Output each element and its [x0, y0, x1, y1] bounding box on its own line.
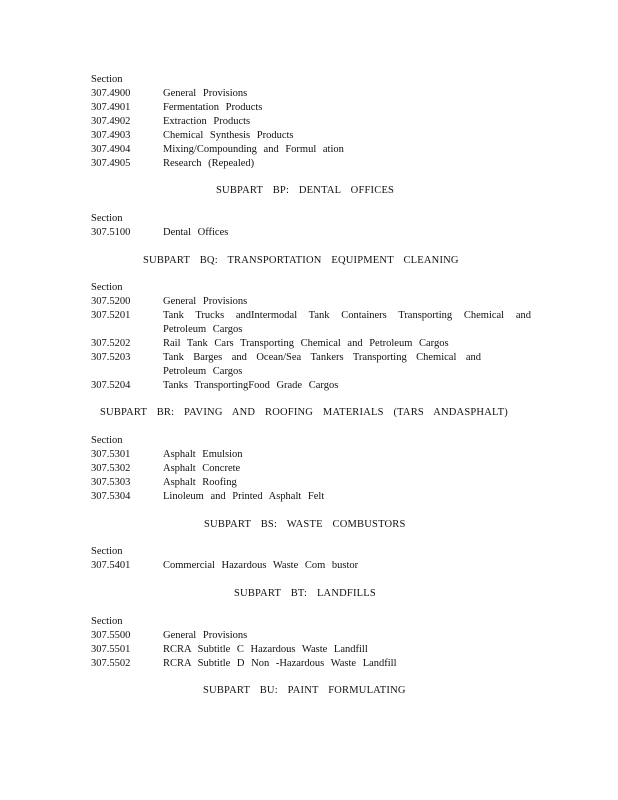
section-label: Section: [91, 74, 123, 85]
section-label: Section: [91, 616, 123, 627]
section-title: Fermentation Products: [163, 102, 263, 113]
section-number: 307.5201: [91, 310, 131, 321]
subpart-heading-bs: SUBPART BS: WASTE COMBUSTORS: [204, 519, 406, 530]
section-label: Section: [91, 435, 123, 446]
section-number: 307.5502: [91, 658, 131, 669]
section-title: Linoleum and Printed Asphalt Felt: [163, 491, 325, 502]
section-row: [91, 226, 531, 240]
section-row: [91, 629, 531, 643]
section-number: 307.4905: [91, 158, 131, 169]
section-row: [91, 490, 531, 504]
section-row: [91, 476, 531, 490]
subpart-heading-br: SUBPART BR: PAVING AND ROOFING MATERIALS (TARS ANDASPHALT): [100, 407, 508, 418]
section-number: 307.4902: [91, 116, 131, 127]
section-title: Asphalt Emulsion: [163, 449, 243, 460]
section-row: [91, 295, 531, 309]
section-number: 307.5204: [91, 380, 131, 391]
section-number: 307.4901: [91, 102, 131, 113]
section-title: General Provisions: [163, 88, 248, 99]
section-row: [91, 351, 531, 379]
section-list-bo: [91, 73, 531, 171]
section-list-bs: [91, 545, 531, 573]
section-label: Section: [91, 282, 123, 293]
section-title: Asphalt Roofing: [163, 477, 237, 488]
section-number: 307.4904: [91, 144, 131, 155]
section-number: 307.5203: [91, 352, 131, 363]
section-number: 307.5100: [91, 227, 131, 238]
section-number: 307.5500: [91, 630, 131, 641]
section-row: [91, 657, 531, 671]
section-title: Tank Trucks andIntermodal Tank Containers Transporting Chemical and Petroleum Cargos: [163, 310, 531, 335]
section-title: Asphalt Concrete: [163, 463, 241, 474]
section-title: Extraction Products: [163, 116, 251, 127]
section-row: [91, 337, 531, 351]
section-number: 307.5304: [91, 491, 131, 502]
section-title: Rail Tank Cars Transporting Chemical and Petroleum Cargos: [163, 338, 449, 349]
section-list-br: [91, 434, 531, 504]
section-title: Dental Offices: [163, 227, 229, 238]
section-row: [91, 129, 531, 143]
section-label: Section: [91, 546, 123, 557]
section-title: Chemical Synthesis Products: [163, 130, 294, 141]
section-number: 307.5303: [91, 477, 131, 488]
section-row: [91, 643, 531, 657]
section-number: 307.5302: [91, 463, 131, 474]
subpart-heading-bp: SUBPART BP: DENTAL OFFICES: [216, 185, 395, 196]
section-title: General Provisions: [163, 630, 248, 641]
section-title: Commercial Hazardous Waste Com bustor: [163, 560, 359, 571]
section-number: 307.5501: [91, 644, 131, 655]
section-list-bp: [91, 212, 531, 240]
section-title: Research (Repealed): [163, 158, 255, 169]
section-row: [91, 309, 531, 337]
section-number: 307.4903: [91, 130, 131, 141]
section-list-bt: [91, 615, 531, 671]
section-row: [91, 462, 531, 476]
section-row: [91, 115, 531, 129]
section-number: 307.4900: [91, 88, 131, 99]
section-row: [91, 101, 531, 115]
section-title: Mixing/Compounding and Formul ation: [163, 144, 344, 155]
section-title: RCRA Subtitle D Non -Hazardous Waste Landfill: [163, 658, 397, 669]
section-row: [91, 157, 531, 171]
subpart-heading-bu: SUBPART BU: PAINT FORMULATING: [203, 685, 406, 696]
section-label: Section: [91, 213, 123, 224]
subpart-heading-bt: SUBPART BT: LANDFILLS: [234, 588, 376, 599]
section-row: [91, 559, 531, 573]
section-row: [91, 379, 531, 393]
section-number: 307.5401: [91, 560, 131, 571]
section-title: General Provisions: [163, 296, 248, 307]
section-list-bq: [91, 281, 531, 393]
section-title: RCRA Subtitle C Hazardous Waste Landfill: [163, 644, 368, 655]
section-number: 307.5301: [91, 449, 131, 460]
section-row: [91, 87, 531, 101]
section-number: 307.5202: [91, 338, 131, 349]
section-number: 307.5200: [91, 296, 131, 307]
subpart-heading-bq: SUBPART BQ: TRANSPORTATION EQUIPMENT CLEANING: [143, 255, 459, 266]
section-title: Tanks TransportingFood Grade Cargos: [163, 380, 339, 391]
section-row: [91, 143, 531, 157]
section-row: [91, 448, 531, 462]
section-title: Tank Barges and Ocean/Sea Tankers Transporting Chemical and Petroleum Cargos: [163, 352, 481, 377]
